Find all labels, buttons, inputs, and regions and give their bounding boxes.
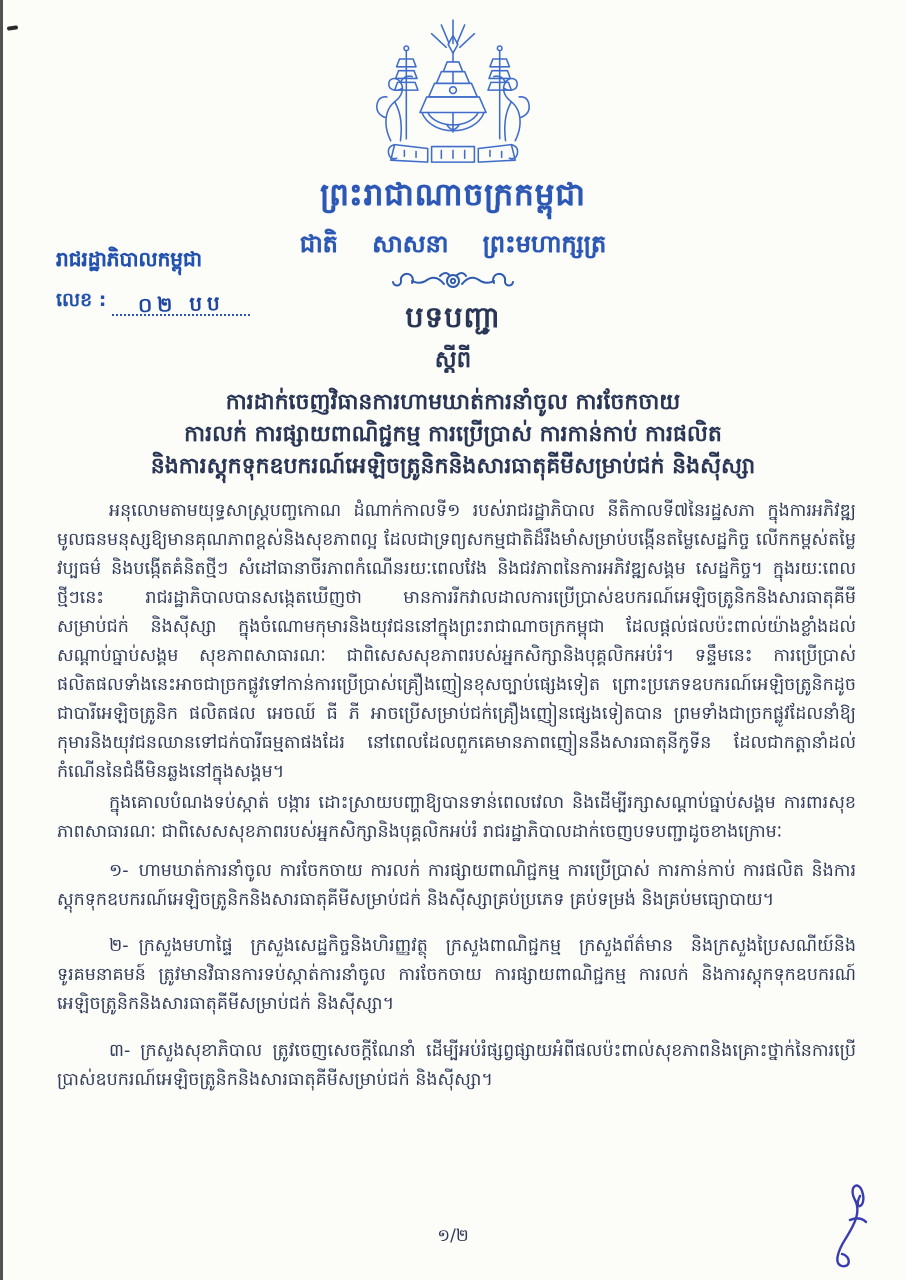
directive-item-3: [57, 1037, 856, 1095]
issuer-government: រាជរដ្ឋាភិបាលកម្ពុជា: [56, 247, 202, 271]
directive-item-1: [57, 857, 856, 915]
document-about-label: ស្តីពី: [434, 347, 472, 373]
document-title-line-1: ការដាក់ចេញវិធានការហាមឃាត់ការនាំចូល ការចែកចាយ: [225, 390, 681, 415]
document-title-line-2: ការលក់ ការផ្សាយពាណិជ្ជកម្ម ការប្រើប្រាស់ ការកាន់កាប់ ការផលិត: [184, 421, 722, 447]
page-number: ១/២: [437, 1226, 469, 1246]
ornamental-divider-icon: [358, 268, 548, 294]
item-1-number: ១-: [109, 860, 129, 881]
item-3-text: ក្រសួងសុខាភិបាល ត្រូវចេញសេចក្តីណែនាំ ដើម្បីអប់រំផ្សព្វផ្សាយអំពីផលប៉ះពាល់សុខភាពនិងគ្រោះថ្នាក់នៃការប្រើប្រាស់ឧបករណ៍អេឡិចត្រូនិកនិងសារធាតុគីមីសម្រាប់ជក់ និងស៊ីស្សា។: [57, 1040, 856, 1090]
body-paragraph-1: អនុលោមតាមយុទ្ធសាស្ត្របញ្ចកោណ ដំណាក់កាលទី១ របស់រាជរដ្ឋាភិបាល នីតិកាលទី៧នៃរដ្ឋសភា ក្នុងការអភិវឌ្ឍមូលធនមនុស្សឱ្យមានគុណភាពខ្ពស់និងសុខភាពល្អ ដែលជាទ្រព្យសកម្មជាតិដ៏រឹងមាំសម្រាប់បង្កើនតម្លៃសេដ្ឋកិច្ច លើកកម្ពស់តម្លៃវប្បធម៌ និងបង្កើតគំនិតថ្មីៗ សំដៅធានាចីរភាពកំណើនរយៈពេលវែង និងជវភាពនៃការអភិវឌ្ឍសង្គម សេដ្ឋកិច្ច។ ក្នុងរយៈពេលថ្មីៗនេះ រាជរដ្ឋាភិបាលបានសង្កេតឃើញថា មានការរីកវាលដាលការប្រើប្រាស់ឧបករណ៍អេឡិចត្រូនិកនិងសារធាតុគីមីសម្រាប់ជក់ និងស៊ីស្សា ក្នុងចំណោមកុមារនិងយុវជននៅក្នុងព្រះរាជាណាចក្រកម្ពុជា ដែលផ្តល់ផលប៉ះពាល់យ៉ាងខ្លាំងដល់សណ្តាប់ធ្នាប់សង្គម សុខភាពសាធារណៈ ជាពិសេសសុខភាពរបស់អ្នកសិក្សានិងបុគ្គលិកអប់រំ។ ទន្ទឹមនេះ ការប្រើប្រាស់ផលិតផលទាំងនេះអាចជាច្រកផ្លូវទៅកាន់ការប្រើប្រាស់គ្រឿងញៀនខុសច្បាប់ផ្សេងទៀត ព្រោះប្រភេទឧបករណ៍អេឡិចត្រូនិកដូចជាបារីអេឡិចត្រូនិក ផលិតផល អេចឈ៍ ធី ភី អាចប្រើសម្រាប់ជក់គ្រឿងញៀនផ្សេងទៀតបាន ព្រមទាំងជាច្រកផ្លូវដែលនាំឱ្យកុមារនិងយុវជនឈានទៅជក់បារីធម្មតាផងដែរ នៅពេលដែលពួកគេមានភាពញៀននឹងសារធាតុនីកូទីន ដែលជាកត្តានាំដល់កំណើននៃជំងឺមិនឆ្លងនៅក្នុងសង្គម។: [57, 500, 856, 782]
document-number-line: [56, 288, 250, 316]
signature-initial-mark: [820, 1176, 886, 1272]
item-2-number: ២-: [109, 936, 129, 957]
item-3-number: ៣-: [109, 1040, 131, 1061]
document-number-label: លេខ :: [56, 289, 107, 311]
document-title: [0, 387, 906, 483]
document-number-value: ០២ បប: [137, 290, 226, 318]
royal-arms-emblem: [346, 16, 560, 174]
document-number-field: [112, 292, 250, 316]
kingdom-title: ព្រះរាជាណាចក្រកម្ពុជា: [320, 177, 586, 213]
document-body: [57, 497, 856, 1095]
document-heading: [0, 300, 906, 483]
item-2-text: ក្រសួងមហាផ្ទៃ ក្រសួងសេដ្ឋកិច្ចនិងហិរញ្ញវត្ថុ ក្រសួងពាណិជ្ជកម្ម ក្រសួងព័ត៌មាន និងក្រសួងប្រៃសណីយ៍និងទូរគមនាគមន៍ ត្រូវមានវិធានការទប់ស្កាត់ការនាំចូល ការចែកចាយ ការផ្សាយពាណិជ្ជកម្ម ការលក់ និងការស្តុកទុកឧបករណ៍អេឡិចត្រូនិកនិងសារធាតុគីមីសម្រាប់ជក់ និងស៊ីស្សា។: [57, 936, 856, 1015]
item-1-text: ហាមឃាត់ការនាំចូល ការចែកចាយ ការលក់ ការផ្សាយពាណិជ្ជកម្ម ការប្រើប្រាស់ ការកាន់កាប់ ការផលិត និងការស្តុកទុកឧបករណ៍អេឡិចត្រូនិកនិងសារធាតុគីមីសម្រាប់ជក់ និងស៊ីស្សាគ្រប់ប្រភេទ គ្រប់ទម្រង់ និងគ្រប់មធ្យោបាយ។: [57, 860, 856, 910]
document-title-line-3: និងការស្តុកទុកឧបករណ៍អេឡិចត្រូនិកនិងសារធាតុគីមីសម្រាប់ជក់ និងស៊ីស្សា: [150, 453, 756, 479]
directive-item-2: [57, 932, 856, 1019]
document-type: បទបញ្ជា: [405, 300, 501, 334]
national-motto: ជាតិ សាសនា ព្រះមហាក្សត្រ: [299, 230, 607, 258]
issuer-block: [56, 246, 250, 316]
body-paragraph-2: ក្នុងគោលបំណងទប់ស្កាត់ បង្ការ ដោះស្រាយបញ្ហាឱ្យបានទាន់ពេលវេលា និងដើម្បីរក្សាសណ្តាប់ធ្នាប់សង្គម ការពារសុខភាពសាធារណៈ ជាពិសេសសុខភាពរបស់អ្នកសិក្សានិងបុគ្គលិកអប់រំ រាជរដ្ឋាភិបាលដាក់ចេញបទបញ្ជាដូចខាងក្រោមៈ: [57, 792, 856, 842]
